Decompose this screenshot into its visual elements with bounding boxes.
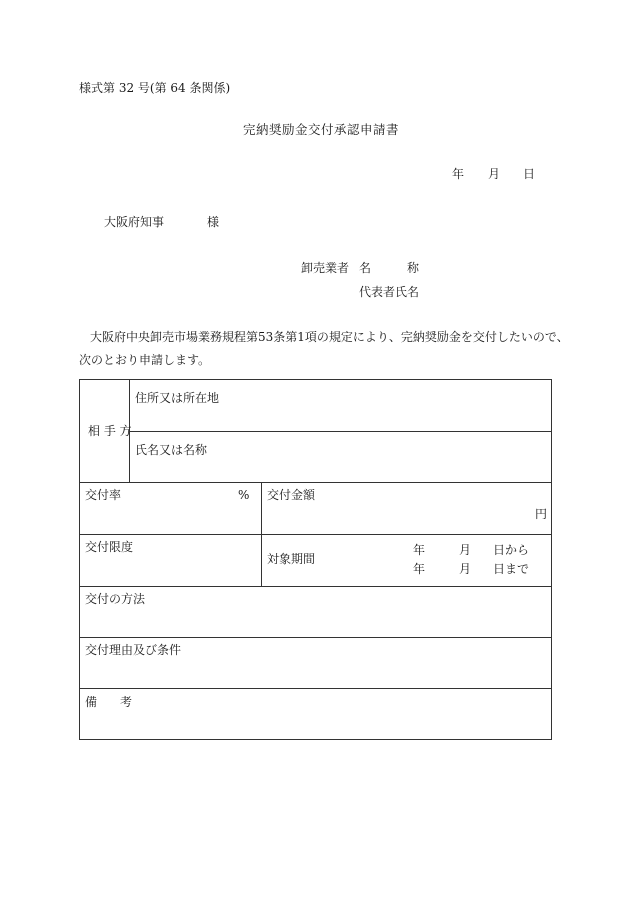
applicant-name-label-first: 名 <box>359 261 372 275</box>
row-divider-5 <box>80 688 552 689</box>
date-month-label: 月 <box>488 167 501 181</box>
document-title: 完納奨励金交付承認申請書 <box>243 122 400 137</box>
rate-amount-column-divider <box>261 482 262 586</box>
addressee-honorific: 様 <box>207 215 220 229</box>
row-divider-2 <box>80 534 552 535</box>
period-label: 対象期間 <box>267 552 316 566</box>
date-year-label: 年 <box>452 167 465 181</box>
address-name-divider <box>129 431 552 432</box>
rate-label: 交付率 <box>85 488 122 502</box>
row-divider-1 <box>80 482 552 483</box>
period-start-year: 年 <box>413 543 426 557</box>
application-form-table <box>79 379 552 740</box>
remarks-label-second: 考 <box>120 695 133 709</box>
method-label: 交付の方法 <box>85 592 146 606</box>
wholesaler-label: 卸売業者 <box>301 261 350 275</box>
address-label: 住所又は所在地 <box>135 391 220 405</box>
row-divider-3 <box>80 586 552 587</box>
amount-label: 交付金額 <box>267 488 316 502</box>
period-end-year: 年 <box>413 562 426 576</box>
amount-yen-unit: 円 <box>535 507 548 521</box>
name-label: 氏名又は名称 <box>135 443 208 457</box>
form-number: 様式第 32 号(第 64 条関係) <box>79 81 231 95</box>
counterparty-label: 相 手 方 <box>88 424 132 438</box>
period-start-month: 月 <box>459 543 472 557</box>
date-day-label: 日 <box>523 167 536 181</box>
applicant-name-label-second: 称 <box>407 261 420 275</box>
body-text-line-1: 大阪府中央卸売市場業務規程第53条第1項の規定により、完納奨励金を交付したいので、 <box>90 330 569 344</box>
representative-name-label: 代表者氏名 <box>359 285 420 299</box>
row-divider-4 <box>80 637 552 638</box>
period-start-day: 日から <box>493 543 530 557</box>
remarks-label-first: 備 <box>85 695 98 709</box>
body-text-line-2: 次のとおり申請します。 <box>79 353 211 367</box>
period-end-day: 日まで <box>493 562 530 576</box>
limit-label: 交付限度 <box>85 540 134 554</box>
rate-percent-unit: % <box>238 488 250 502</box>
reason-conditions-label: 交付理由及び条件 <box>85 643 182 657</box>
period-end-month: 月 <box>459 562 472 576</box>
addressee-name: 大阪府知事 <box>104 215 165 229</box>
